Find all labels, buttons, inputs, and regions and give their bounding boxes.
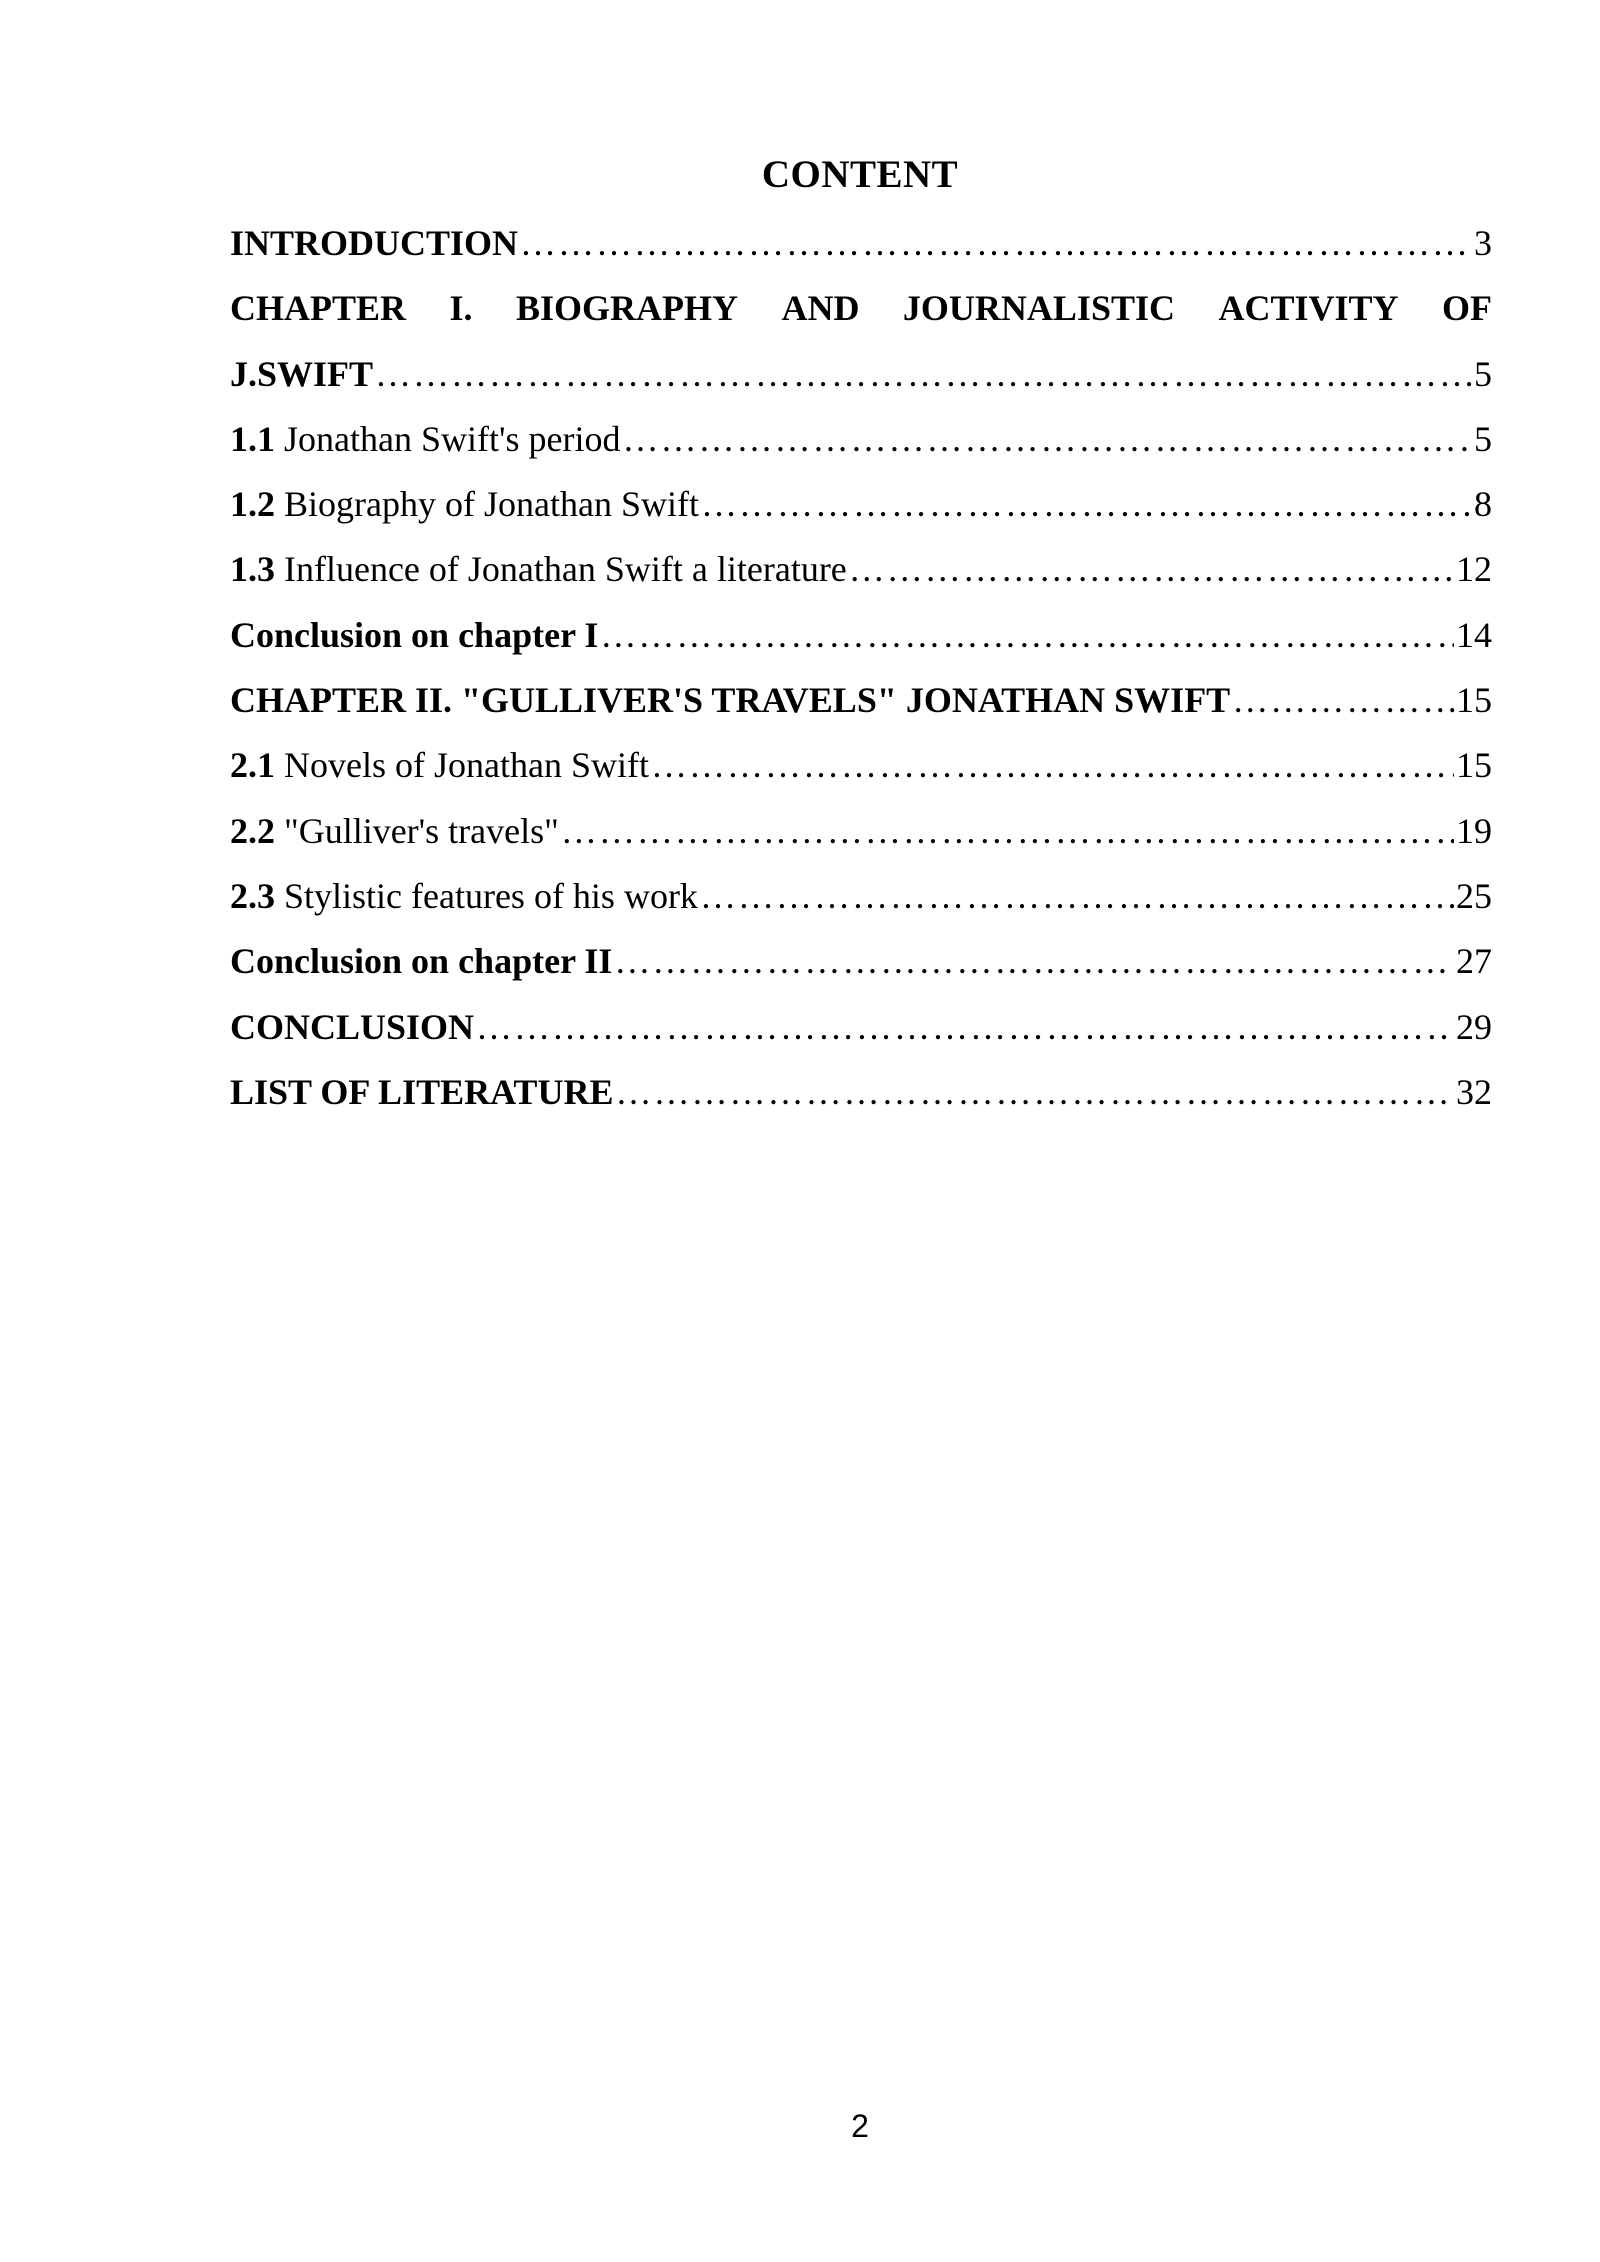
toc-page-number: 15 <box>1456 680 1492 721</box>
toc-page-number: 15 <box>1456 745 1492 786</box>
section-number: 2.2 <box>230 810 275 851</box>
dot-leader <box>520 220 1472 266</box>
dot-leader <box>622 416 1472 462</box>
toc-label: CHAPTER II. "GULLIVER'S TRAVELS" JONATHAN SWIFT <box>230 680 1231 721</box>
toc-entry-conclusion[interactable] <box>230 1004 1492 1069</box>
toc-entry-section-1-2[interactable] <box>230 481 1492 546</box>
dot-leader <box>614 938 1454 984</box>
toc-entry-section-1-1[interactable] <box>230 416 1492 481</box>
dot-leader <box>375 351 1472 397</box>
dot-leader <box>615 1069 1454 1115</box>
page-number-footer: 2 <box>851 2108 869 2144</box>
toc-page-number: 25 <box>1456 875 1492 916</box>
toc-label: INTRODUCTION <box>230 223 519 263</box>
toc-entry-conclusion-chapter-2[interactable] <box>230 938 1492 1003</box>
dot-leader <box>1232 677 1454 723</box>
toc-label: Stylistic features of his work <box>284 875 698 916</box>
toc-entry-chapter-1[interactable] <box>230 351 1492 416</box>
toc-label: Conclusion on chapter II <box>230 941 613 982</box>
toc-label: Conclusion on chapter I <box>230 614 599 655</box>
toc-entry-chapter-2[interactable] <box>230 677 1492 742</box>
toc-page-number: 27 <box>1456 941 1492 982</box>
toc-page-number: 14 <box>1456 614 1492 655</box>
toc-entry-chapter-1-heading[interactable] <box>230 285 1492 350</box>
table-of-contents <box>230 220 1492 1134</box>
dot-leader <box>561 808 1454 854</box>
toc-page-number: 8 <box>1474 484 1492 525</box>
toc-label: LIST OF LITERATURE <box>230 1071 614 1112</box>
toc-page-number: 5 <box>1474 418 1492 459</box>
toc-entry-section-2-3[interactable] <box>230 873 1492 938</box>
toc-label: Biography of Jonathan Swift <box>284 484 699 525</box>
toc-entry-section-2-2[interactable] <box>230 808 1492 873</box>
section-number: 2.1 <box>230 745 275 786</box>
toc-page-number: 32 <box>1456 1071 1492 1112</box>
toc-page-number: 29 <box>1456 1006 1492 1047</box>
toc-label: Novels of Jonathan Swift <box>284 745 649 786</box>
toc-label: Influence of Jonathan Swift a literature <box>284 549 847 590</box>
dot-leader <box>600 612 1454 658</box>
toc-word: AND <box>781 288 860 329</box>
page-title: CONTENT <box>761 153 959 196</box>
toc-label: "Gulliver's travels" <box>284 810 559 851</box>
toc-page-number: 19 <box>1456 810 1492 851</box>
dot-leader <box>849 546 1454 592</box>
toc-page-number: 5 <box>1474 353 1492 394</box>
toc-word: BIOGRAPHY <box>515 288 738 329</box>
dot-leader <box>651 742 1454 788</box>
dot-leader <box>700 873 1454 919</box>
section-number: 1.3 <box>230 549 275 590</box>
toc-page-number: 12 <box>1456 549 1492 590</box>
section-number: 2.3 <box>230 875 275 916</box>
toc-word: I. <box>449 288 473 329</box>
toc-word: OF <box>1441 288 1492 329</box>
toc-label: Jonathan Swift's period <box>284 418 621 459</box>
toc-entry-section-1-3[interactable] <box>230 546 1492 611</box>
toc-label: CONCLUSION <box>230 1006 475 1047</box>
toc-word: CHAPTER <box>230 288 407 329</box>
toc-entry-list-of-literature[interactable] <box>230 1069 1492 1134</box>
toc-entry-introduction[interactable] <box>230 220 1492 285</box>
section-number: 1.1 <box>230 418 275 459</box>
dot-leader <box>476 1004 1454 1050</box>
toc-page-number: 3 <box>1474 223 1492 263</box>
toc-word: ACTIVITY <box>1218 288 1399 329</box>
toc-entry-section-2-1[interactable] <box>230 742 1492 807</box>
toc-word: JOURNALISTIC <box>902 288 1175 329</box>
section-number: 1.2 <box>230 484 275 525</box>
dot-leader <box>701 481 1472 527</box>
toc-label: J.SWIFT <box>230 353 374 394</box>
toc-entry-conclusion-chapter-1[interactable] <box>230 612 1492 677</box>
